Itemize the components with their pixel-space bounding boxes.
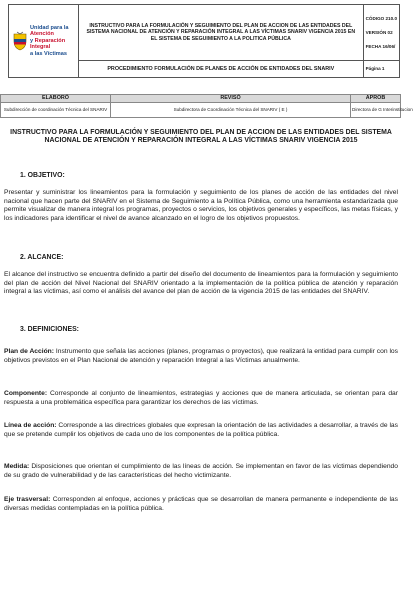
doc-code: CÓDIGO 210.0 (365, 15, 397, 21)
procedure-name: PROCEDIMIENTO FORMULACIÓN DE PLANES DE ACCIÓN DE ENTIDADES DEL SNARIV (79, 61, 364, 78)
definition-term: Eje trasversal: (4, 496, 51, 503)
reviso-value: Subdirectora de Coordinación Técnica del SNARIV ( E ) (111, 103, 351, 118)
page-number: Página 1 (363, 61, 399, 78)
definition-text: Instrumento que señala las acciones (planes, programas o proyectos), que realizará la entidad para cumplir con los objetivos previstos en el Plan Nacional de atención y reparación Integral a las Víctimas anualmente. (4, 348, 398, 364)
logo-cell (9, 5, 79, 78)
logo-line2: y (30, 37, 35, 44)
definition-text: Corresponden al enfoque, acciones y prácticas que se desarrollan de manera permanente e independiente de las diversas medidas contempladas en la política pública. (4, 496, 398, 512)
definition-medida (4, 463, 398, 480)
section-objetivo-text: Presentar y suministrar los lineamientos para la formulación y seguimiento de los planes de acción de las entidades del nivel nacional que hacen parte del SNARIV en el Sistema de Seguimiento a la Política Pública, como una herramienta estandarizada que permite visualizar de manera integral los programas, proyectos o servicios, los objetivos generales y específicos, las metas físicas, y los indicadores para identificar el nivel de avance alcanzado en el logro de los objetivos propuestos. (4, 189, 398, 222)
section-definiciones-heading: 3. DEFINICIONES: (20, 326, 79, 333)
logo-line3: a las Víctimas (30, 50, 68, 57)
definition-text: Corresponde a las directrices globales que expresan la orientación de las actividades a desarrollar, a través de las que se pretende cumplir los objetivos de cada uno de los componentes de la política pública. (4, 422, 398, 438)
document-header (8, 4, 400, 78)
definition-linea-de-accion (4, 422, 398, 439)
logo-line1-accent: Atención (30, 31, 54, 38)
aprobo-value: Directora de G Interinstitucion (351, 103, 401, 118)
definition-term: Plan de Acción: (4, 348, 54, 355)
definition-text: Disposiciones que orientan el cumplimiento de las líneas de acción. Se implementan en favor de las víctimas dependiendo de su grado de vulnerabilidad y de las características del hecho victimizante. (4, 463, 398, 479)
signature-table (0, 94, 413, 118)
doc-date: FECHA 16/06/ (365, 43, 396, 49)
coat-of-arms-icon (12, 31, 28, 51)
section-alcance-text: El alcance del instructivo se encuentra definido a partir del diseño del documento de lineamientos para la formulación y seguimiento del plan de acción del Nivel Nacional del SNARIV orientado a la implementación de la política pública de atención y reparación integral a las víctimas, así como el análisis del avance del plan de acción de la vigencia 2015 de las entidades del SNARIV. (4, 271, 398, 295)
definition-term: Componente: (4, 390, 48, 397)
definition-term: Medida: (4, 463, 30, 470)
definition-componente (4, 390, 398, 407)
institution-logo (12, 25, 75, 57)
logo-line2-accent: Reparación Integral (30, 37, 66, 51)
header-title: INSTRUCTIVO PARA LA FORMULACIÓN Y SEGUIMIENTO DEL PLAN DE ACCION DE LAS ENTIDADES DEL SISTEMA NACIONAL DE ATENCIÓN Y REPARACIÓN INTEGRAL A LAS VÍCTIMAS SNARIV VIGENCIA 2015 EN EL SISTEMA DE SEGUIMIENTO A LA POLITICA PÚBLICA (79, 5, 364, 61)
logo-text (30, 25, 75, 57)
logo-line1: Unidad para la (30, 24, 69, 31)
elaboro-value: Subdirección de coordinación Técnica del SNARIV (1, 103, 111, 118)
reviso-header: REVISÓ (111, 95, 351, 103)
doc-version: VERSIÓN 02 (365, 29, 393, 35)
definition-plan-de-accion (4, 348, 398, 365)
section-alcance-heading: 2. ALCANCE: (20, 254, 64, 261)
document-title: INSTRUCTIVO PARA LA FORMULACIÓN Y SEGUIMIENTO DEL PLAN DE ACCION DE LAS ENTIDADES DEL SISTEMA NACIONAL DE ATENCIÓN Y REPARACIÓN INTEGRAL A LAS VÍCTIMAS SNARIV VIGENCIA 2015 (10, 129, 392, 145)
header-meta-top (363, 5, 399, 61)
definition-term: Línea de acción: (4, 422, 57, 429)
definition-eje-trasversal (4, 496, 398, 513)
definition-text: Corresponde al conjunto de lineamientos, estrategias y acciones que de manera articulada, se orientan para dar respuesta a una problemática específica para garantizar los derechos de las víctimas. (4, 390, 398, 406)
elaboro-header: ELABORÓ (1, 95, 111, 103)
aprobo-header: APROB (351, 95, 401, 103)
section-objetivo-heading: 1. OBJETIVO: (20, 172, 65, 179)
